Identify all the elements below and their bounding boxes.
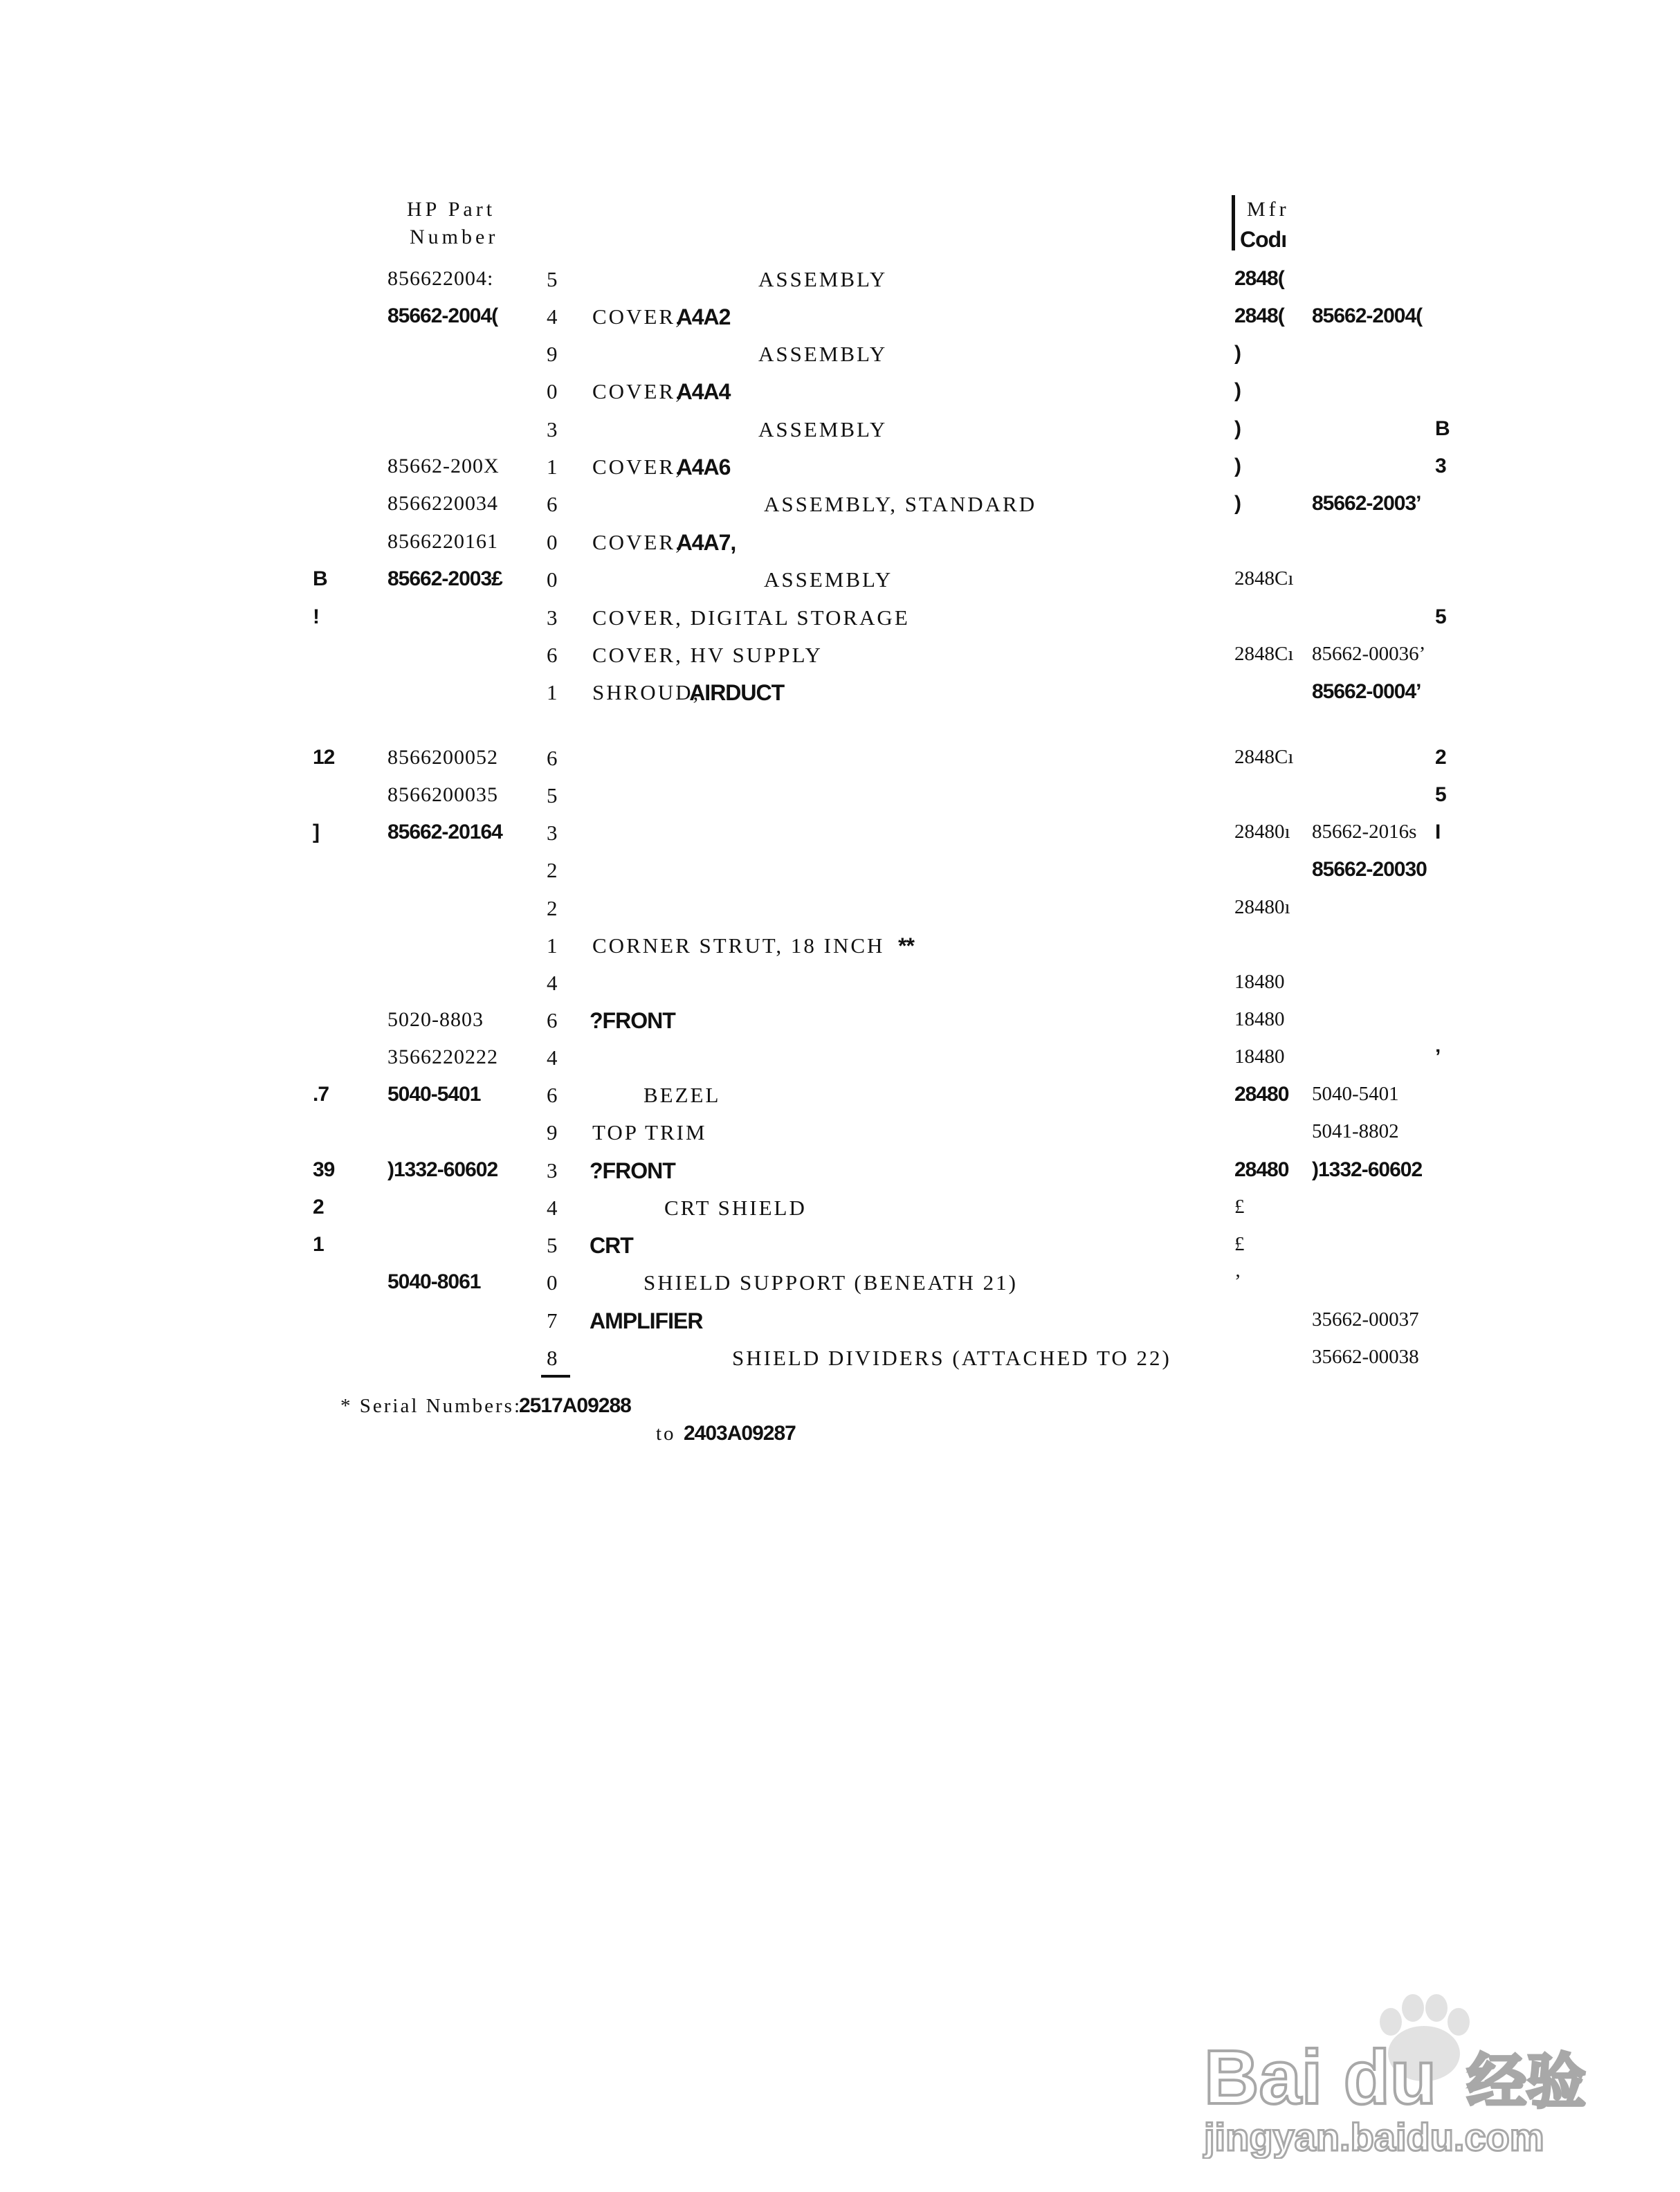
hp-part-number: 5020-8803: [387, 1008, 484, 1031]
hp-part-number: 5040-8061: [387, 1270, 481, 1293]
description: ASSEMBLY: [758, 342, 888, 366]
mfr-part-number: 85662-2003’: [1312, 492, 1421, 515]
hp-part-number: 8566220034: [387, 492, 498, 515]
description: COVER, DIGITAL STORAGE: [592, 605, 910, 630]
check-digit: 6: [547, 1008, 558, 1032]
description: CRT SHIELD: [664, 1196, 807, 1220]
check-digit: 0: [547, 379, 558, 403]
mfr-code: ): [1234, 492, 1241, 515]
check-digit: 5: [547, 1233, 558, 1257]
description: TOP TRIM: [592, 1120, 707, 1144]
mfr-code: £: [1234, 1196, 1245, 1218]
watermark-url: jingyan.baidu.com: [1204, 2115, 1544, 2159]
mfr-part-number: 5040-5401: [1312, 1083, 1399, 1105]
row-ref: 39: [313, 1158, 335, 1181]
mfr-code: ): [1234, 455, 1241, 477]
check-digit: 3: [547, 1158, 558, 1182]
row-tail-mark: ’: [1435, 1045, 1441, 1068]
check-digit: 1: [547, 680, 558, 704]
to-label: to: [656, 1423, 676, 1445]
description: ASSEMBLY, STANDARD: [764, 492, 1037, 516]
row-tail-mark: 5: [1435, 783, 1446, 806]
check-digit: 5: [547, 783, 558, 807]
description: COVER,: [592, 379, 683, 403]
check-digit: 4: [547, 304, 558, 329]
check-digit: 3: [547, 605, 558, 630]
mfr-code: ): [1234, 417, 1241, 440]
check-digit: 1: [547, 933, 558, 958]
description-bold: AMPLIFIER: [590, 1308, 703, 1333]
mfr-code: 18480: [1234, 971, 1285, 993]
mfr-code: 2848(: [1234, 304, 1284, 327]
check-digit: 4: [547, 1045, 558, 1070]
description: COVER,: [592, 304, 683, 329]
number-header: Number: [410, 226, 499, 248]
mfr-part-number: 85662-00036’: [1312, 643, 1426, 665]
mfr-code: 2848(: [1234, 267, 1284, 290]
serial-from: 2517A09288: [519, 1394, 631, 1417]
hp-part-number: 856622004:: [387, 267, 494, 290]
hp-part-number: 3566220222: [387, 1045, 498, 1068]
check-digit: 6: [547, 643, 558, 667]
column-divider: [1232, 195, 1235, 250]
mfr-code: 28480ı: [1234, 821, 1290, 843]
mfr-part-number: 35662-00037: [1312, 1308, 1419, 1331]
check-digit: 8: [547, 1346, 558, 1370]
check-digit-underline: [541, 1375, 570, 1378]
description-bold: CRT: [590, 1233, 633, 1258]
description: BEZEL: [643, 1083, 721, 1107]
check-digit: 2: [547, 858, 558, 882]
mfr-code: ’: [1234, 1270, 1241, 1293]
check-digit: 6: [547, 746, 558, 770]
row-ref: ]: [313, 821, 319, 843]
description: SHIELD SUPPORT (BENEATH 21): [643, 1270, 1019, 1295]
mfr-code: 28480ı: [1234, 896, 1290, 918]
serial-to: 2403A09287: [684, 1422, 796, 1445]
hp-part-number: 8566200035: [387, 783, 498, 806]
check-digit: 9: [547, 1120, 558, 1144]
mfr-code: ): [1234, 379, 1241, 402]
row-ref: B: [313, 567, 327, 590]
watermark-cn: 经验: [1467, 2047, 1586, 2117]
description-bold: A4A2: [676, 304, 731, 329]
code-header: Codı: [1240, 227, 1287, 252]
description-bold: ?FRONT: [590, 1158, 675, 1183]
check-digit: 5: [547, 267, 558, 291]
mfr-part-number: 85662-2004(: [1312, 304, 1423, 327]
watermark-brand: Bai du: [1204, 2035, 1437, 2120]
description-bold: AIRDUCT: [689, 680, 785, 705]
paw-toe-icon: [1380, 2008, 1402, 2036]
hp-part-number: 8566200052: [387, 746, 498, 769]
description-bold: A4A7,: [676, 530, 736, 555]
description-bold: **: [898, 933, 914, 958]
mfr-part-number: 35662-00038: [1312, 1346, 1419, 1368]
hp-part-number: 85662-200X: [387, 455, 500, 477]
check-digit: 3: [547, 821, 558, 845]
row-tail-mark: I: [1435, 821, 1441, 843]
check-digit: 6: [547, 1083, 558, 1107]
description: COVER, HV SUPPLY: [592, 643, 823, 667]
mfr-part-number: 5041-8802: [1312, 1120, 1399, 1142]
mfr-part-number: )1332-60602: [1312, 1158, 1423, 1181]
check-digit: 9: [547, 342, 558, 366]
hp-part-number: 85662-20164: [387, 821, 502, 843]
check-digit: 0: [547, 567, 558, 592]
check-digit: 0: [547, 1270, 558, 1295]
hp-part-number: )1332-60602: [387, 1158, 498, 1181]
description: ASSEMBLY: [758, 417, 888, 441]
row-ref: 1: [313, 1233, 324, 1256]
mfr-code: £: [1234, 1233, 1245, 1255]
row-tail-mark: 5: [1435, 605, 1446, 628]
mfr-part-number: 85662-20030: [1312, 858, 1427, 881]
row-tail-mark: B: [1435, 417, 1450, 440]
description-bold: A4A4: [676, 379, 731, 404]
check-digit: 2: [547, 896, 558, 920]
check-digit: 0: [547, 530, 558, 554]
mfr-part-number: 85662-0004’: [1312, 680, 1421, 703]
serial-numbers-label: * Serial Numbers:: [340, 1395, 522, 1417]
check-digit: 4: [547, 971, 558, 995]
description: SHROUD,: [592, 680, 701, 704]
hp-part-number: 85662-2003£: [387, 567, 502, 590]
mfr-code: 28480: [1234, 1083, 1289, 1106]
check-digit: 7: [547, 1308, 558, 1333]
mfr-part-number: 85662-2016s: [1312, 821, 1417, 843]
mfr-code: 2848Cı: [1234, 746, 1294, 768]
description: ASSEMBLY: [758, 267, 888, 291]
hp-part-number: 85662-2004(: [387, 304, 498, 327]
row-ref: .7: [313, 1083, 329, 1106]
description: COVER,: [592, 530, 683, 554]
row-ref: 12: [313, 746, 335, 769]
row-ref: !: [313, 605, 319, 628]
row-ref: 2: [313, 1196, 324, 1218]
row-tail-mark: 2: [1435, 746, 1446, 769]
mfr-code: ): [1234, 342, 1241, 365]
mfr-code: 28480: [1234, 1158, 1289, 1181]
mfr-code: 2848Cı: [1234, 643, 1294, 665]
check-digit: 3: [547, 417, 558, 441]
row-tail-mark: 3: [1435, 455, 1446, 477]
description: SHIELD DIVIDERS (ATTACHED TO 22): [732, 1346, 1171, 1370]
baidu-watermark: [1190, 1972, 1633, 2159]
mfr-code: 18480: [1234, 1045, 1285, 1068]
description: ASSEMBLY: [764, 567, 893, 592]
mfr-code: 2848Cı: [1234, 567, 1294, 590]
mfr-code: 18480: [1234, 1008, 1285, 1030]
check-digit: 6: [547, 492, 558, 516]
description-bold: ?FRONT: [590, 1008, 675, 1033]
hp-part-header: HP Part: [407, 198, 496, 221]
hp-part-number: 5040-5401: [387, 1083, 481, 1106]
description-bold: A4A6: [676, 455, 731, 480]
description: CORNER STRUT, 18 INCH: [592, 933, 885, 958]
mfr-header: Mfr: [1247, 198, 1290, 221]
check-digit: 1: [547, 455, 558, 479]
check-digit: 4: [547, 1196, 558, 1220]
hp-part-number: 8566220161: [387, 530, 498, 553]
description: COVER,: [592, 455, 683, 479]
